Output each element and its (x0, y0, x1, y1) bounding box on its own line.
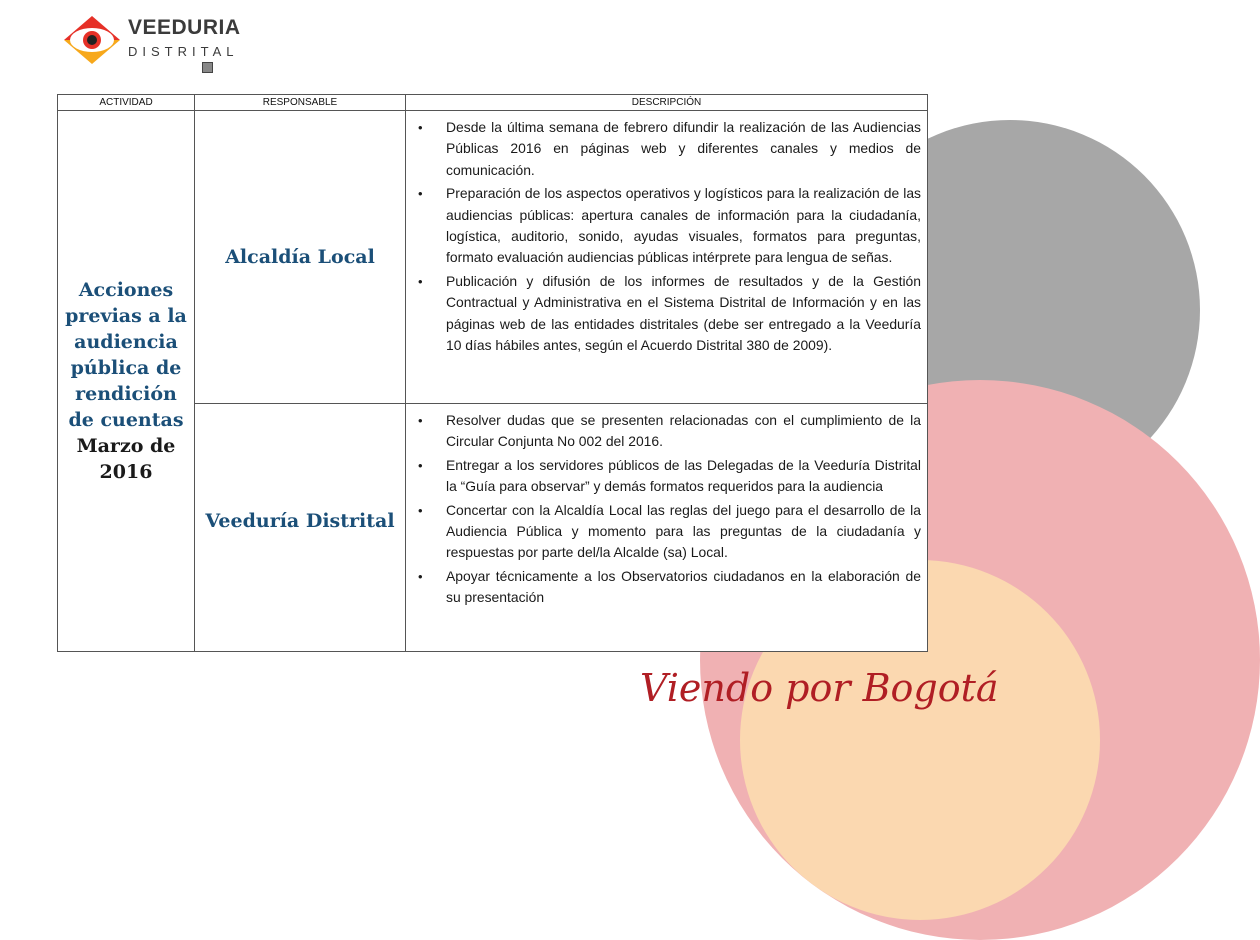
brand-name: VEEDURIA (128, 16, 241, 39)
activity-line: de cuentas (68, 409, 184, 431)
activity-line: previas a la (65, 305, 187, 327)
header-responsible: RESPONSABLE (195, 95, 406, 111)
header-description: DESCRIPCIÓN (406, 95, 928, 111)
list-item: • Publicación y difusión de los informes de resultados y de la Gestión Contractual y Administrativa en el Sistema Distrital de Información y en las páginas web de las entidades distritales (debe ser entregado a la Veeduría 10 días hábiles antes, según el Acuerdo Distrital 380 de 2009). (446, 271, 921, 357)
activity-line: 2016 (99, 461, 153, 483)
table-header-row (58, 95, 928, 111)
veeduria-logo (58, 12, 241, 72)
list-item: • Entregar a los servidores públicos de las Delegadas de la Veeduría Distrital la “Guía para observar” y demás formatos requeridos para la audiencia (446, 455, 921, 498)
activity-line: rendición (75, 383, 177, 405)
list-item: • Apoyar técnicamente a los Observatorios ciudadanos en la elaboración de su presentación (446, 566, 921, 609)
activity-cell (58, 111, 195, 652)
logo-emblem-icon (58, 12, 128, 72)
responsible-alcaldia: Alcaldía Local (195, 111, 406, 404)
description-cell (406, 111, 928, 404)
activities-table (57, 94, 928, 652)
brand-subtitle: DISTRITAL (128, 44, 239, 59)
footer-slogan: Viendo por Bogotá (640, 666, 999, 710)
list-item: • Concertar con la Alcaldía Local las reglas del juego para el desarrollo de la Audiencia Pública y momento para las preguntas de la ciudadanía y respuestas por parte del/la Alcalde (sa) Local. (446, 500, 921, 564)
activity-line: pública de (70, 357, 182, 379)
list-item: • Preparación de los aspectos operativos y logísticos para la realización de las audiencias públicas: apertura canales de información para la ciudadanía, logística, auditorio, sonido, ayudas visuales, formatos para preguntas, formato evaluación audiencias públicas intérprete para lengua de señas. (446, 183, 921, 269)
list-item: • Desde la última semana de febrero difundir la realización de las Audiencias Públicas 2016 en páginas web y diferentes canales y medios de comunicación. (446, 117, 921, 181)
seal-icon (202, 62, 213, 73)
header-activity: ACTIVIDAD (58, 95, 195, 111)
list-item: • Resolver dudas que se presenten relacionadas con el cumplimiento de la Circular Conjunta No 002 del 2016. (446, 410, 921, 453)
responsible-veeduria: Veeduría Distrital (195, 404, 406, 652)
activity-line: Marzo de (76, 435, 176, 457)
table-row (58, 111, 928, 404)
description-cell (406, 404, 928, 652)
activity-line: Acciones (78, 279, 174, 301)
activity-line: audiencia (74, 331, 178, 353)
